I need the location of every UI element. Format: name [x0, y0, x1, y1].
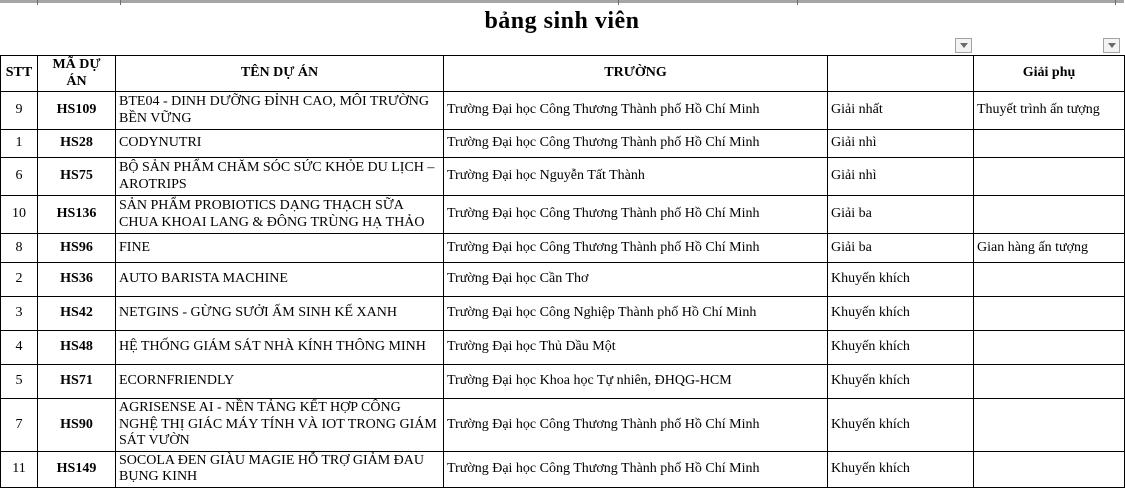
cell-sub-prize[interactable] — [974, 196, 1125, 234]
cell-school[interactable]: Trường Đại học Công Thương Thành phố Hồ Chí Minh — [444, 130, 828, 158]
cell-sub-prize[interactable]: Gian hàng ấn tượng — [974, 234, 1125, 263]
cell-stt[interactable]: 4 — [1, 331, 38, 365]
cell-school[interactable]: Trường Đại học Công Thương Thành phố Hồ Chí Minh — [444, 234, 828, 263]
column-header-stt[interactable]: STT — [1, 56, 38, 92]
cell-sub-prize[interactable] — [974, 263, 1125, 297]
results-table — [0, 55, 1125, 488]
cell-prize[interactable]: Khuyến khích — [828, 331, 974, 365]
cell-name[interactable]: AGRISENSE AI - NỀN TẢNG KẾT HỢP CÔNG NGHỆ THỊ GIÁC MÁY TÍNH VÀ IOT TRONG GIÁM SÁT VƯỜN — [116, 399, 444, 452]
cell-prize[interactable]: Khuyến khích — [828, 297, 974, 331]
cell-name[interactable]: CODYNUTRI — [116, 130, 444, 158]
table-row — [1, 331, 1125, 365]
cell-code[interactable]: HS48 — [38, 331, 116, 365]
column-header-name[interactable]: TÊN DỰ ÁN — [116, 56, 444, 92]
cell-name[interactable]: SẢN PHẨM PROBIOTICS DẠNG THẠCH SỮA CHUA KHOAI LANG & ĐÔNG TRÙNG HẠ THẢO — [116, 196, 444, 234]
cell-stt[interactable]: 9 — [1, 92, 38, 130]
cell-prize[interactable]: Giải nhì — [828, 158, 974, 196]
table-row — [1, 451, 1125, 487]
cell-name[interactable]: HỆ THỐNG GIÁM SÁT NHÀ KÍNH THÔNG MINH — [116, 331, 444, 365]
clipped-row-divider — [0, 0, 1124, 3]
gridline-tick — [37, 0, 38, 5]
table-row — [1, 234, 1125, 263]
cell-sub-prize[interactable] — [974, 451, 1125, 487]
cell-name[interactable]: BỘ SẢN PHẨM CHĂM SÓC SỨC KHỎE DU LỊCH – AROTRIPS — [116, 158, 444, 196]
cell-school[interactable]: Trường Đại học Cần Thơ — [444, 263, 828, 297]
cell-prize[interactable]: Giải nhất — [828, 92, 974, 130]
cell-prize[interactable]: Khuyến khích — [828, 365, 974, 399]
cell-school[interactable]: Trường Đại học Thủ Dầu Một — [444, 331, 828, 365]
cell-school[interactable]: Trường Đại học Công Thương Thành phố Hồ Chí Minh — [444, 92, 828, 130]
cell-stt[interactable]: 6 — [1, 158, 38, 196]
cell-code[interactable]: HS136 — [38, 196, 116, 234]
cell-prize[interactable]: Khuyến khích — [828, 451, 974, 487]
cell-code[interactable]: HS36 — [38, 263, 116, 297]
cell-code[interactable]: HS109 — [38, 92, 116, 130]
table-row — [1, 263, 1125, 297]
cell-sub-prize[interactable] — [974, 365, 1125, 399]
gridline-tick — [618, 0, 619, 5]
column-header-code[interactable]: MÃ DỰ ÁN — [38, 56, 116, 92]
cell-school[interactable]: Trường Đại học Nguyễn Tất Thành — [444, 158, 828, 196]
header-row — [1, 56, 1125, 92]
gridline-tick — [120, 0, 121, 5]
column-header-sub-prize[interactable]: Giải phụ — [974, 56, 1125, 92]
gridline-tick — [797, 0, 798, 5]
cell-school[interactable]: Trường Đại học Công Thương Thành phố Hồ Chí Minh — [444, 451, 828, 487]
cell-name[interactable]: AUTO BARISTA MACHINE — [116, 263, 444, 297]
cell-stt[interactable]: 10 — [1, 196, 38, 234]
cell-school[interactable]: Trường Đại học Khoa học Tự nhiên, ĐHQG-HCM — [444, 365, 828, 399]
cell-sub-prize[interactable] — [974, 130, 1125, 158]
cell-stt[interactable]: 8 — [1, 234, 38, 263]
cell-name[interactable]: NETGINS - GỪNG SƯỞI ẤM SINH KẾ XANH — [116, 297, 444, 331]
cell-code[interactable]: HS28 — [38, 130, 116, 158]
cell-code[interactable]: HS42 — [38, 297, 116, 331]
cell-stt[interactable]: 11 — [1, 451, 38, 487]
table-row — [1, 365, 1125, 399]
table-row — [1, 196, 1125, 234]
cell-name[interactable]: FINE — [116, 234, 444, 263]
cell-school[interactable]: Trường Đại học Công Thương Thành phố Hồ Chí Minh — [444, 399, 828, 452]
cell-sub-prize[interactable] — [974, 158, 1125, 196]
cell-prize[interactable]: Khuyến khích — [828, 399, 974, 452]
chevron-down-icon — [960, 43, 968, 48]
cell-sub-prize[interactable]: Thuyết trình ấn tượng — [974, 92, 1125, 130]
cell-prize[interactable]: Khuyến khích — [828, 263, 974, 297]
table-row — [1, 399, 1125, 452]
table-row — [1, 297, 1125, 331]
cell-name[interactable]: SOCOLA ĐEN GIÀU MAGIE HỖ TRỢ GIẢM ĐAU BỤNG KINH — [116, 451, 444, 487]
cell-stt[interactable]: 2 — [1, 263, 38, 297]
prize-filter-dropdown-button[interactable] — [955, 38, 972, 53]
table-row — [1, 158, 1125, 196]
cell-school[interactable]: Trường Đại học Công Nghiệp Thành phố Hồ Chí Minh — [444, 297, 828, 331]
sub-prize-filter-dropdown-button[interactable] — [1103, 38, 1120, 53]
gridline-tick — [1115, 0, 1116, 5]
cell-sub-prize[interactable] — [974, 399, 1125, 452]
cell-school[interactable]: Trường Đại học Công Thương Thành phố Hồ Chí Minh — [444, 196, 828, 234]
cell-stt[interactable]: 7 — [1, 399, 38, 452]
cell-name[interactable]: ECORNFRIENDLY — [116, 365, 444, 399]
cell-code[interactable]: HS96 — [38, 234, 116, 263]
cell-sub-prize[interactable] — [974, 297, 1125, 331]
cell-code[interactable]: HS75 — [38, 158, 116, 196]
cell-prize[interactable]: Giải ba — [828, 234, 974, 263]
cell-code[interactable]: HS90 — [38, 399, 116, 452]
cell-prize[interactable]: Giải nhì — [828, 130, 974, 158]
cell-sub-prize[interactable] — [974, 331, 1125, 365]
chevron-down-icon — [1108, 43, 1116, 48]
cell-name[interactable]: BTE04 - DINH DƯỠNG ĐỈNH CAO, MÔI TRƯỜNG BỀN VỮNG — [116, 92, 444, 130]
table-row — [1, 130, 1125, 158]
table-row — [1, 92, 1125, 130]
cell-stt[interactable]: 5 — [1, 365, 38, 399]
cell-stt[interactable]: 1 — [1, 130, 38, 158]
column-header-school[interactable]: TRƯỜNG — [444, 56, 828, 92]
page-title: bảng sinh viên — [484, 8, 640, 34]
cell-stt[interactable]: 3 — [1, 297, 38, 331]
cell-prize[interactable]: Giải ba — [828, 196, 974, 234]
column-header-prize[interactable] — [828, 56, 974, 92]
cell-code[interactable]: HS71 — [38, 365, 116, 399]
cell-code[interactable]: HS149 — [38, 451, 116, 487]
